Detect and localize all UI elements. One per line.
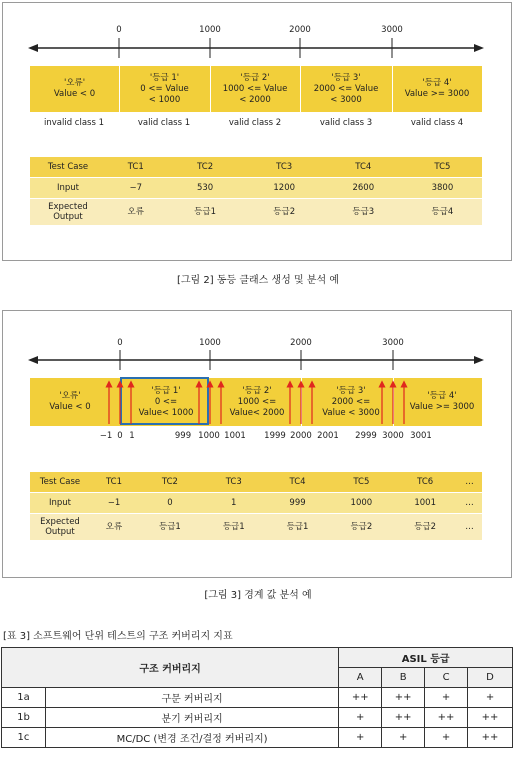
table-cell: 등급1 <box>202 514 266 541</box>
asil-level-b: B <box>382 668 425 688</box>
row-label: Input <box>30 493 90 514</box>
asil-level-a: A <box>339 668 382 688</box>
fig3-tick-3000: 3000 <box>382 338 404 348</box>
class-range: Value < 3000 <box>322 408 380 418</box>
fig2-class-grade4 <box>392 78 482 100</box>
table-cell: + <box>382 728 425 748</box>
fig2-class-grade3 <box>300 73 392 106</box>
table-cell: … <box>457 514 482 541</box>
table-cell: 1200 <box>245 178 324 199</box>
asil-level-d: D <box>468 668 513 688</box>
fig2-class-invalid <box>30 78 119 100</box>
table-cell: 1001 <box>393 493 457 514</box>
class-range: < 2000 <box>239 95 271 105</box>
class-title: '등급 4' <box>422 78 452 88</box>
fig2-class-grade2 <box>210 73 300 106</box>
table-cell: ++ <box>468 708 513 728</box>
table-cell: 등급4 <box>403 199 482 226</box>
table-cell: ++ <box>382 708 425 728</box>
asil-header: ASIL 등급 <box>339 648 513 668</box>
row-name: MC/DC (변경 조건/결정 커버리지) <box>45 728 338 748</box>
class-range: 1000 <= <box>237 397 277 407</box>
class-range: Value >= 3000 <box>409 402 475 412</box>
row-label-line: Output <box>53 212 83 222</box>
table-cell: + <box>425 728 468 748</box>
class-title: '등급 1' <box>149 73 180 83</box>
table-cell: 등급2 <box>329 514 393 541</box>
boundary-value: 1001 <box>224 431 246 441</box>
fig3-tick-1000: 1000 <box>199 338 221 348</box>
fig2-class-grade1 <box>119 73 210 106</box>
boundary-value: 2001 <box>317 431 339 441</box>
table-cell: + <box>425 688 468 708</box>
fig2-tick-3000: 3000 <box>381 25 403 35</box>
fig2-tick-0: 0 <box>116 25 122 35</box>
row-name: 구문 커버리지 <box>45 688 338 708</box>
header-cell: TC3 <box>202 472 266 493</box>
table-cell: 0 <box>138 493 202 514</box>
class-range: Value< 2000 <box>229 408 285 418</box>
header-cell: TC5 <box>403 157 482 178</box>
table-row-input <box>30 178 482 199</box>
class-title: '오류' <box>59 391 81 401</box>
fig2-class-label: valid class 2 <box>228 118 282 128</box>
fig3-test-table <box>30 472 482 541</box>
fig3-tick-2000: 2000 <box>290 338 312 348</box>
table-cell: 3800 <box>403 178 482 199</box>
table-cell: −1 <box>90 493 138 514</box>
table-header-row <box>30 472 482 493</box>
class-range: Value >= 3000 <box>404 89 470 99</box>
class-range: 1000 <= Value <box>222 84 288 94</box>
coverage-column-header: 구조 커버리지 <box>2 648 339 688</box>
class-range: 0 <= <box>154 397 178 407</box>
figure-2-caption: [그림 2] 동등 클래스 생성 및 분석 예 <box>177 275 339 286</box>
table-cell: 등급2 <box>393 514 457 541</box>
table-cell: 등급1 <box>266 514 330 541</box>
table-row <box>2 688 513 708</box>
boundary-value: 999 <box>174 431 192 441</box>
class-range: < 1000 <box>148 95 181 105</box>
boundary-value: 1000 <box>198 431 220 441</box>
boundary-value: 0 <box>117 431 123 441</box>
row-name: 분기 커버리지 <box>45 708 338 728</box>
boundary-arrow-group-3000 <box>382 384 404 424</box>
table-cell: 오류 <box>106 199 166 226</box>
boundary-value: 1999 <box>264 431 286 441</box>
header-cell: Test Case <box>30 157 106 178</box>
class-range: 2000 <= Value <box>313 84 379 94</box>
asil-level-c: C <box>425 668 468 688</box>
table-cell: 등급1 <box>138 514 202 541</box>
fig3-tick-0: 0 <box>117 338 123 348</box>
header-cell: TC5 <box>329 472 393 493</box>
fig2-tick-2000: 2000 <box>289 25 311 35</box>
header-cell: TC4 <box>266 472 330 493</box>
row-label <box>30 199 106 226</box>
boundary-value: 1 <box>129 431 135 441</box>
table-3-title: [표 3] 소프트웨어 단위 테스트의 구조 커버리지 지표 <box>3 631 233 642</box>
class-range: Value< 1000 <box>138 408 194 418</box>
coverage-table <box>1 647 513 748</box>
header-cell: … <box>457 472 482 493</box>
class-range: < 3000 <box>330 95 362 105</box>
fig2-test-table <box>30 157 482 226</box>
table-cell: 등급3 <box>324 199 403 226</box>
header-cell: TC2 <box>138 472 202 493</box>
boundary-value: 2999 <box>355 431 377 441</box>
fig3-boundary-arrows <box>0 360 516 430</box>
table-cell: 등급1 <box>166 199 245 226</box>
fig2-tick-1000: 1000 <box>199 25 221 35</box>
header-cell: Test Case <box>30 472 90 493</box>
class-range: Value < 0 <box>53 89 96 99</box>
class-range: 0 <= Value <box>140 84 189 94</box>
class-title: '등급 2' <box>240 73 270 83</box>
table-cell: + <box>468 688 513 708</box>
fig2-number-line <box>0 0 516 70</box>
table-cell: 1000 <box>329 493 393 514</box>
table-row-input <box>30 493 482 514</box>
boundary-value: 2000 <box>290 431 312 441</box>
boundary-value: −1 <box>99 431 113 441</box>
table-cell: 2600 <box>324 178 403 199</box>
boundary-arrow-group-0 <box>109 384 131 424</box>
table-cell: 오류 <box>90 514 138 541</box>
fig2-class-label: valid class 1 <box>137 118 191 128</box>
fig2-class-label: invalid class 1 <box>43 118 105 128</box>
table-cell: … <box>457 493 482 514</box>
boundary-arrow-group-1000 <box>199 384 221 424</box>
table-cell: + <box>339 728 382 748</box>
row-label: Input <box>30 178 106 199</box>
table-cell: ++ <box>339 688 382 708</box>
class-title: '오류' <box>63 78 86 88</box>
row-id: 1c <box>2 728 46 748</box>
class-title: '등급 3' <box>336 386 366 396</box>
row-label-line: Output <box>45 527 75 537</box>
table-cell: ++ <box>425 708 468 728</box>
row-id: 1a <box>2 688 46 708</box>
fig2-class-label: valid class 3 <box>319 118 373 128</box>
class-range: Value < 0 <box>49 402 91 412</box>
class-range: 2000 <= <box>331 397 371 407</box>
fig2-class-label: valid class 4 <box>410 118 464 128</box>
header-cell: TC4 <box>324 157 403 178</box>
class-title: '등급 4' <box>427 391 457 401</box>
boundary-value: 3001 <box>410 431 432 441</box>
table-row <box>2 728 513 748</box>
table-cell: 1 <box>202 493 266 514</box>
table-cell: ++ <box>382 688 425 708</box>
boundary-arrow-group-2000 <box>290 384 312 424</box>
boundary-value: 3000 <box>382 431 404 441</box>
class-title: '등급 1' <box>151 386 181 396</box>
table-cell: 999 <box>266 493 330 514</box>
class-title: '등급 3' <box>331 73 361 83</box>
figure-3-caption: [그림 3] 경계 값 분석 예 <box>204 590 312 601</box>
header-cell: TC6 <box>393 472 457 493</box>
header-cell: TC3 <box>245 157 324 178</box>
table-row-expected <box>30 199 482 226</box>
header-cell: TC2 <box>166 157 245 178</box>
row-label <box>30 514 90 541</box>
class-title: '등급 2' <box>242 386 272 396</box>
table-cell: −7 <box>106 178 166 199</box>
table-cell: 530 <box>166 178 245 199</box>
table-cell: ++ <box>468 728 513 748</box>
row-id: 1b <box>2 708 46 728</box>
header-cell: TC1 <box>90 472 138 493</box>
table-cell: + <box>339 708 382 728</box>
row-label-line: Expected <box>48 202 88 212</box>
table-row-expected <box>30 514 482 541</box>
table-header-row <box>30 157 482 178</box>
table-row <box>2 708 513 728</box>
table-cell: 등급2 <box>245 199 324 226</box>
row-label-line: Expected <box>40 517 80 527</box>
header-cell: TC1 <box>106 157 166 178</box>
